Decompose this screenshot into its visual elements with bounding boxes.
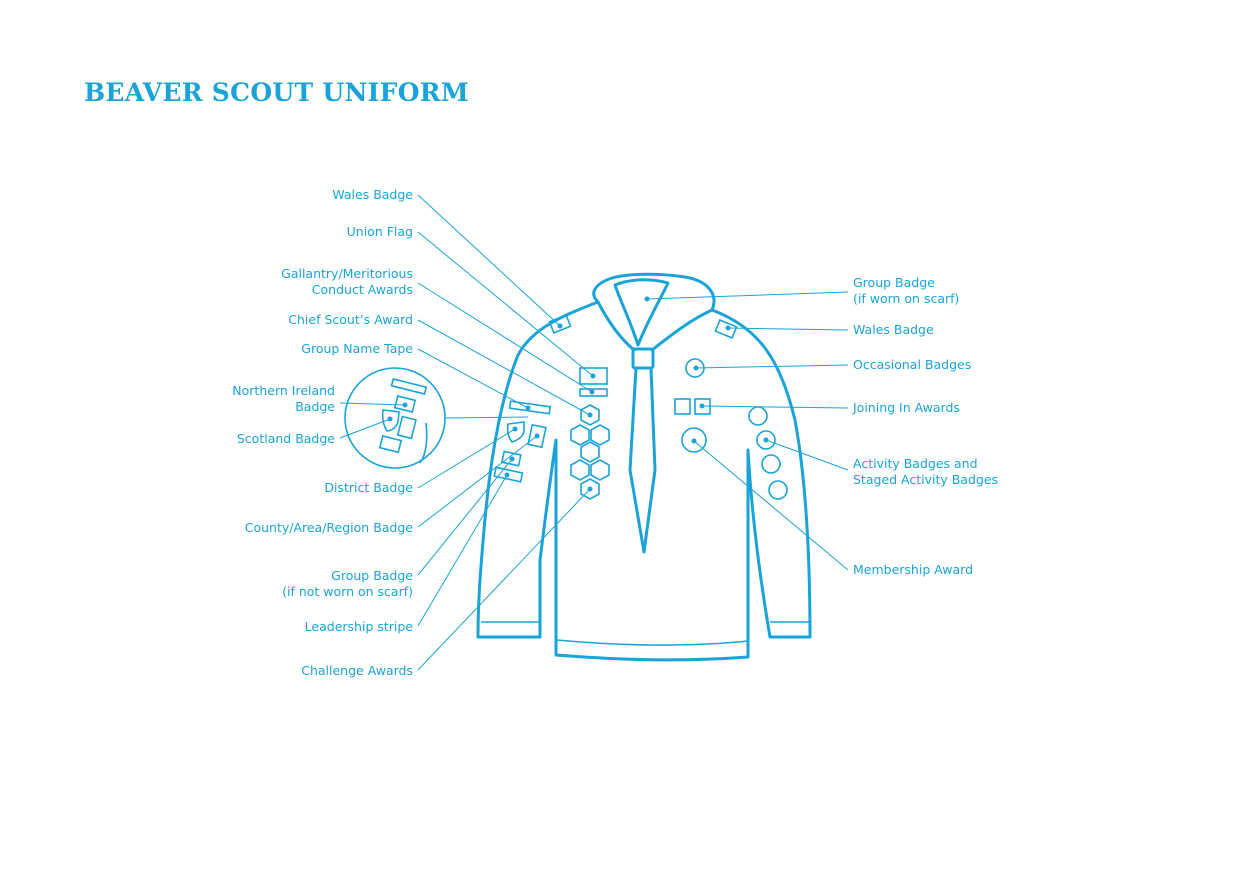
sweatshirt-outline (478, 274, 810, 660)
label-scotland-badge (237, 417, 393, 447)
page-title: BEAVER SCOUT UNIFORM (84, 78, 469, 107)
label-gallantry (281, 266, 594, 395)
label-line: Group Name Tape (301, 341, 413, 356)
label-line: Activity Badges and (853, 456, 978, 471)
right-label-group (645, 275, 999, 577)
label-line: Group Badge (853, 275, 935, 290)
label-line: Chief Scout’s Award (288, 312, 413, 327)
label-joining-in-awards (700, 400, 960, 415)
label-line: Union Flag (346, 224, 413, 239)
label-line: Membership Award (853, 562, 974, 577)
label-line: Northern Ireland (232, 383, 335, 398)
label-line: Leadership stripe (304, 619, 413, 634)
label-line: Badge (295, 399, 335, 414)
label-line: Joining In Awards (853, 400, 960, 415)
label-line: (if not worn on scarf) (282, 584, 413, 599)
label-line: Scotland Badge (236, 431, 335, 446)
label-line: District Badge (324, 480, 413, 495)
label-line: Challenge Awards (301, 663, 413, 678)
label-line: Group Badge (331, 568, 413, 583)
label-line: Occasional Badges (853, 357, 972, 372)
label-line: Staged Activity Badges (853, 472, 999, 487)
label-line: Conduct Awards (311, 282, 413, 297)
label-northern-ireland-badge (232, 383, 407, 414)
label-line: Gallantry/Meritorious (281, 266, 413, 281)
label-line: Wales Badge (853, 322, 934, 337)
label-wales-badge-left (332, 187, 562, 329)
label-occasional-badges (694, 357, 972, 372)
label-line: (if worn on scarf) (853, 291, 960, 306)
label-line: Wales Badge (332, 187, 413, 202)
label-line: County/Area/Region Badge (244, 520, 413, 535)
label-wales-badge-right (726, 322, 934, 337)
